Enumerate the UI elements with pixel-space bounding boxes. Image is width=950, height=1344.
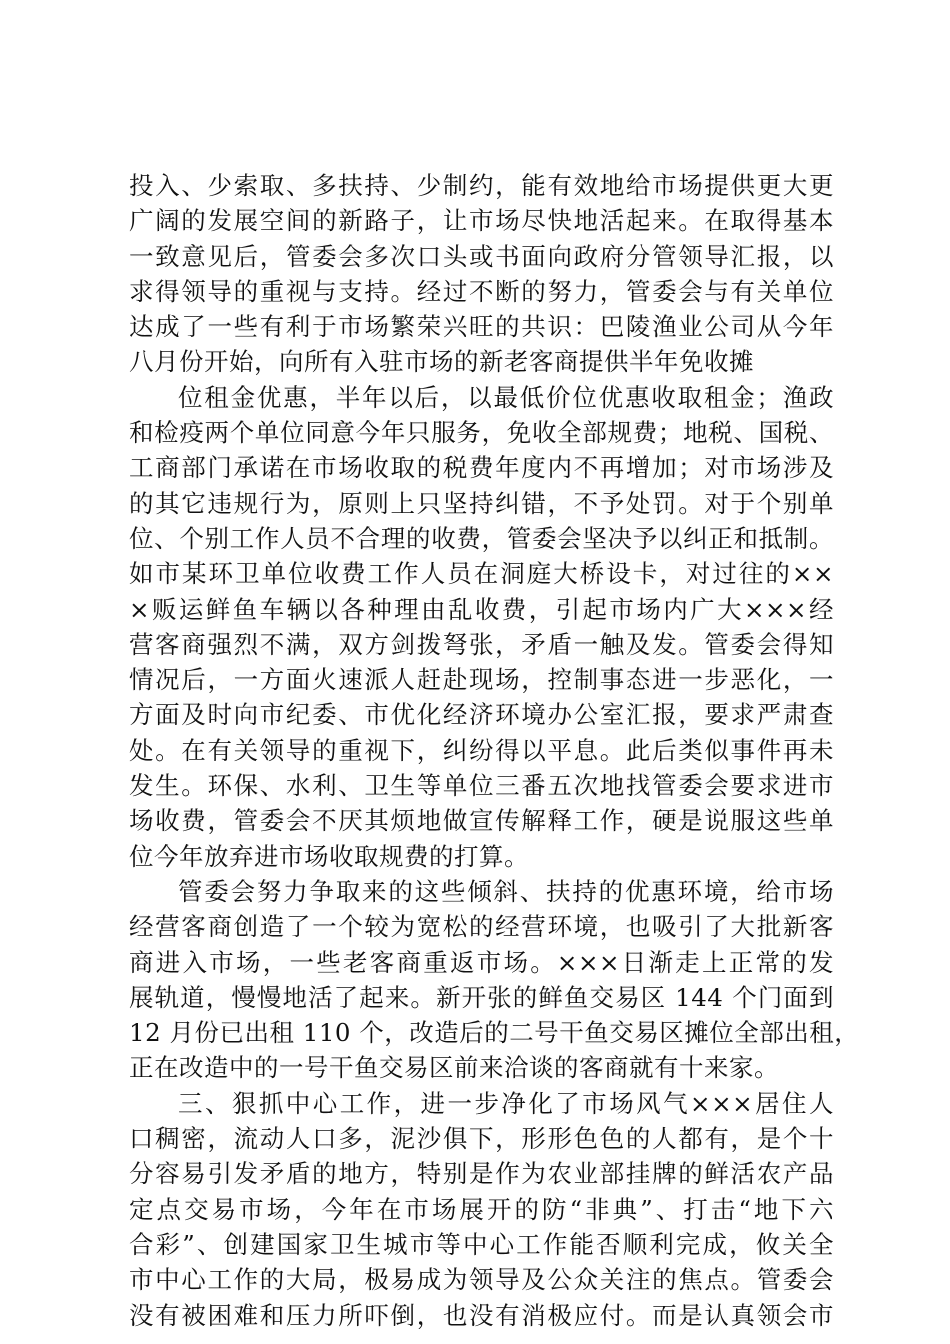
text-line: 发生。环保、水利、卫生等单位三番五次地找管委会要求进市 xyxy=(129,771,834,801)
text-line: 商进入市场，一些老客商重返市场。×××日渐走上正常的发 xyxy=(129,947,834,977)
text-line: 经营客商创造了一个较为宽松的经营环境，也吸引了大批新客 xyxy=(129,912,834,942)
text-line: 合彩”、创建国家卫生城市等中心工作能否顺利完成，攸关全 xyxy=(129,1229,834,1259)
text-line: 情况后，一方面火速派人赶赴现场，控制事态进一步恶化，一 xyxy=(129,665,834,695)
text-line: 营客商强烈不满，双方剑拨弩张，矛盾一触及发。管委会得知 xyxy=(129,629,834,659)
text-line: 一致意见后，管委会多次口头或书面向政府分管领导汇报，以 xyxy=(129,241,834,271)
text-line: 方面及时向市纪委、市优化经济环境办公室汇报，要求严肃查 xyxy=(129,700,834,730)
text-line: ×贩运鲜鱼车辆以各种理由乱收费，引起市场内广大×××经 xyxy=(129,594,834,624)
text-line: 位租金优惠，半年以后，以最低价位优惠收取租金；渔政 xyxy=(178,382,834,412)
body-text xyxy=(129,168,860,1333)
text-line: 位、个别工作人员不合理的收费，管委会坚决予以纠正和抵制。 xyxy=(129,523,834,553)
text-line: 的其它违规行为，原则上只坚持纠错，不予处罚。对于个别单 xyxy=(129,488,834,518)
text-line: 口稠密，流动人口多，泥沙俱下，形形色色的人都有，是个十 xyxy=(129,1124,834,1154)
text-line: 三、狠抓中心工作，进一步净化了市场风气×××居住人 xyxy=(178,1088,834,1118)
text-line: 定点交易市场，今年在市场展开的防“非典”、打击“地下六 xyxy=(129,1194,834,1224)
text-line: 没有被困难和压力所吓倒，也没有消极应付。而是认真领会市 xyxy=(129,1300,834,1330)
text-line: 位今年放弃进市场收取规费的打算。 xyxy=(129,841,529,871)
text-line: 管委会努力争取来的这些倾斜、扶持的优惠环境，给市场 xyxy=(178,876,834,906)
text-line: 展轨道，慢慢地活了起来。新开张的鲜鱼交易区 144 个门面到 xyxy=(129,982,834,1012)
text-line: 广阔的发展空间的新路子，让市场尽快地活起来。在取得基本 xyxy=(129,206,834,236)
text-line: 投入、少索取、多扶持、少制约，能有效地给市场提供更大更 xyxy=(129,171,834,200)
text-line: 达成了一些有利于市场繁荣兴旺的共识：巴陵渔业公司从今年 xyxy=(129,312,834,342)
text-line: 求得领导的重视与支持。经过不断的努力，管委会与有关单位 xyxy=(129,276,834,306)
text-line: 八月份开始，向所有入驻市场的新老客商提供半年免收摊 xyxy=(129,347,754,377)
text-line: 处。在有关领导的重视下，纠纷得以平息。此后类似事件再未 xyxy=(129,735,834,765)
text-line: 和检疫两个单位同意今年只服务，免收全部规费；地税、国税、 xyxy=(129,418,834,448)
text-line: 正在改造中的一号干鱼交易区前来洽谈的客商就有十来家。 xyxy=(129,1053,779,1083)
text-line: 12 月份已出租 110 个，改造后的二号干鱼交易区摊位全部出租， xyxy=(129,1018,860,1048)
text-line: 市中心工作的大局，极易成为领导及公众关注的焦点。管委会 xyxy=(129,1265,834,1295)
text-line: 工商部门承诺在市场收取的税费年度内不再增加；对市场涉及 xyxy=(129,453,834,483)
text-line: 场收费，管委会不厌其烦地做宣传解释工作，硬是说服这些单 xyxy=(129,806,834,836)
text-line: 分容易引发矛盾的地方，特别是作为农业部挂牌的鲜活农产品 xyxy=(129,1159,834,1189)
text-line: 如市某环卫单位收费工作人员在洞庭大桥设卡，对过往的×× xyxy=(129,559,834,589)
